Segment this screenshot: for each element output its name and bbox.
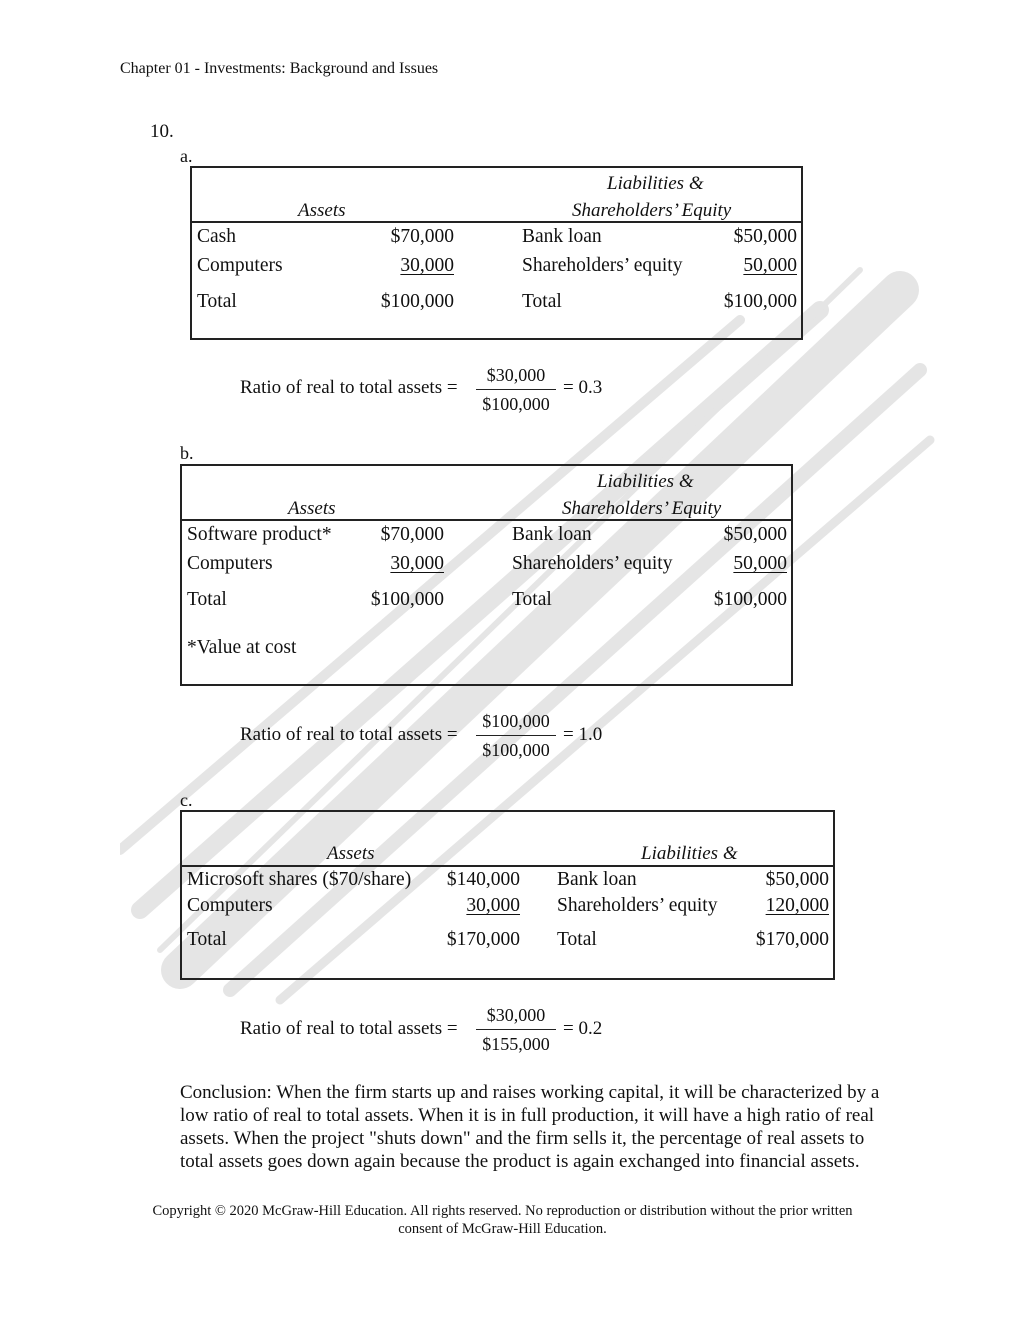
asset-total-label: Total [187, 929, 227, 950]
equity-heading: Shareholders’ Equity [572, 200, 732, 221]
assets-heading: Assets [288, 498, 336, 519]
assets-heading: Assets [327, 843, 375, 864]
asset-value: $140,000 [446, 869, 520, 890]
ratio-denominator: $155,000 [482, 1034, 550, 1054]
liabilities-heading: Liabilities & [641, 843, 738, 864]
conclusion-paragraph: Conclusion: When the firm starts up and raises working capital, it will be characterized by a low ratio of real to total assets. When it is in full production, it will have a high ratio of real assets. When the project "shuts down" and the firm sells it, the percentage of real assets to total assets goes down again because the product is again exchanged into financial assets. [180, 1082, 880, 1172]
liability-value: 50,000 [733, 553, 787, 574]
asset-label: Microsoft shares ($70/share) [187, 869, 412, 890]
header-rule [182, 865, 833, 867]
balance-sheet-b [180, 464, 793, 686]
asset-label: Cash [197, 226, 236, 247]
liability-label: Bank loan [512, 524, 592, 545]
part-c-label: c. [180, 790, 193, 810]
liability-value: $50,000 [733, 226, 797, 247]
ratio-result: = 0.2 [563, 1018, 603, 1039]
liability-label: Bank loan [522, 226, 602, 247]
liability-total-value: $100,000 [713, 589, 787, 610]
copyright-line-2: consent of McGraw-Hill Education. [398, 1221, 607, 1237]
liability-label: Shareholders’ equity [557, 895, 718, 916]
ratio-fraction [476, 365, 556, 415]
copyright-footer [130, 1202, 875, 1238]
copyright-line-1: Copyright © 2020 McGraw-Hill Education. All rights reserved. No reproduction or distribution without the prior written [152, 1203, 853, 1219]
liabilities-heading: Liabilities & [597, 471, 694, 492]
asset-label: Computers [187, 895, 273, 916]
liability-label: Shareholders’ equity [522, 255, 683, 276]
ratio-denominator: $100,000 [482, 740, 550, 760]
liability-label: Bank loan [557, 869, 637, 890]
ratio-fraction [476, 1005, 556, 1055]
asset-value: 30,000 [466, 895, 520, 916]
liability-label: Shareholders’ equity [512, 553, 673, 574]
asset-value: $70,000 [380, 524, 444, 545]
asset-label: Computers [187, 553, 273, 574]
liability-total-label: Total [522, 291, 562, 312]
ratio-denominator: $100,000 [482, 394, 550, 414]
balance-sheet-c [180, 810, 835, 980]
question-number: 10. [150, 121, 174, 142]
liability-total-label: Total [512, 589, 552, 610]
assets-heading: Assets [298, 200, 346, 221]
liability-total-value: $170,000 [755, 929, 829, 950]
ratio-numerator: $30,000 [476, 1005, 556, 1030]
ratio-result: = 1.0 [563, 724, 603, 745]
ratio-label: Ratio of real to total assets = [240, 724, 458, 745]
asset-label: Computers [197, 255, 283, 276]
balance-sheet-a [190, 166, 803, 340]
liability-total-label: Total [557, 929, 597, 950]
footnote: *Value at cost [187, 637, 297, 658]
ratio-fraction [476, 711, 556, 761]
ratio-numerator: $100,000 [476, 711, 556, 736]
ratio-result: = 0.3 [563, 377, 603, 398]
asset-total-value: $100,000 [380, 291, 454, 312]
page-header: Chapter 01 - Investments: Background and Issues [120, 60, 439, 77]
ratio-numerator: $30,000 [476, 365, 556, 390]
liability-value: 120,000 [765, 895, 829, 916]
part-a-label: a. [180, 146, 193, 166]
liability-value: 50,000 [743, 255, 797, 276]
asset-total-label: Total [187, 589, 227, 610]
ratio-label: Ratio of real to total assets = [240, 377, 458, 398]
ratio-label: Ratio of real to total assets = [240, 1018, 458, 1039]
asset-value: 30,000 [390, 553, 444, 574]
asset-value: $70,000 [390, 226, 454, 247]
part-b-label: b. [180, 443, 194, 463]
liability-value: $50,000 [765, 869, 829, 890]
asset-label: Software product* [187, 524, 332, 545]
asset-total-value: $100,000 [370, 589, 444, 610]
asset-total-value: $170,000 [446, 929, 520, 950]
liabilities-heading: Liabilities & [607, 173, 704, 194]
liability-total-value: $100,000 [723, 291, 797, 312]
equity-heading: Shareholders’ Equity [562, 498, 722, 519]
asset-value: 30,000 [400, 255, 454, 276]
asset-total-label: Total [197, 291, 237, 312]
liability-value: $50,000 [723, 524, 787, 545]
